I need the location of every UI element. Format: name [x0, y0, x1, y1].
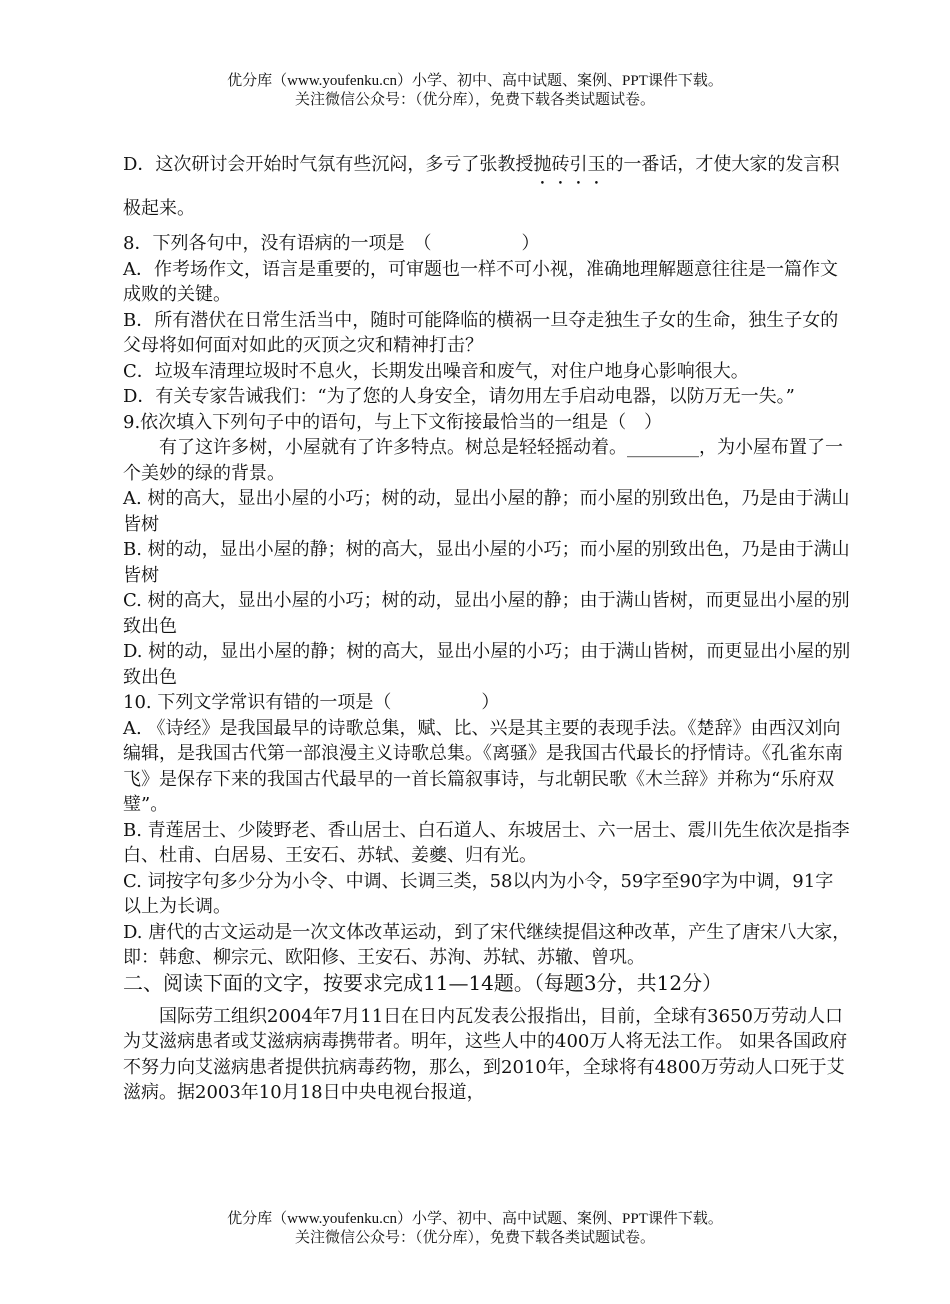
- reading-passage: 国际劳工组织2004年7月11日在日内瓦发表公报指出，目前，全球有3650万劳动人口为艾滋病患者或艾滋病病毒携带者。明年，这些人中的400万人将无法工作。 如果各国政府不努力向艾滋病患者提供抗病毒药物，那么，到2010年，全球将有4800万劳动人口死于艾滋病。据2003年10月18日中央电视台报道，: [123, 1005, 848, 1103]
- q9-option-c: C. 树的高大，显出小屋的小巧；树的动，显出小屋的静；由于满山皆树，而更显出小屋的别致出色: [123, 590, 850, 637]
- q9-option-a: A. 树的高大，显出小屋的小巧；树的动，显出小屋的静；而小屋的别致出色，乃是由于满山皆树: [123, 488, 850, 535]
- emphasis-char: 引: [569, 154, 588, 175]
- q10-option-d: D. 唐代的古文运动是一次文体改革运动，到了宋代继续提倡这种改革，产生了唐宋八大家，即：韩愈、柳宗元、欧阳修、王安石、苏洵、苏轼、苏辙、曾巩。: [123, 921, 851, 968]
- q8-option-a: A．作考场作文，语言是重要的，可审题也一样不可小视，准确地理解题意往往是一篇作文成败的关键。: [123, 258, 838, 305]
- q8-stem: 8．下列各句中，没有语病的一项是 （ ）: [123, 233, 540, 254]
- emphasis-char: 抛: [533, 154, 552, 175]
- emphasis-char: 砖: [551, 154, 570, 175]
- q7-option-d: [123, 143, 851, 231]
- page-content: [123, 143, 851, 1106]
- page-header: [0, 72, 950, 110]
- q9-stem: 9.依次填入下列句子中的语句，与上下文衔接最恰当的一组是（ ）: [123, 411, 663, 433]
- q10-option-b: B. 青莲居士、少陵野老、香山居士、白石道人、东坡居士、六一居士、震川先生依次是指李白、杜甫、白居易、王安石、苏轼、姜夔、归有光。: [123, 819, 850, 866]
- q9-option-b: B. 树的动，显出小屋的静；树的高大，显出小屋的小巧；而小屋的别致出色，乃是由于满山皆树: [123, 539, 850, 586]
- page-footer: [0, 1210, 950, 1248]
- q7d-text-before: D．这次研讨会开始时气氛有些沉闷，多亏了张教授: [123, 154, 534, 175]
- q8-option-d: D．有关专家告诫我们：“为了您的人身安全，请勿用左手启动电器，以防万无一失。”: [123, 386, 795, 407]
- header-line-2: 关注微信公众号：（优分库），免费下载各类试题试卷。: [294, 92, 655, 108]
- q7d-text-after: 的一番话，才使大家的发言积极起来。: [123, 154, 840, 219]
- q8-option-c: C．垃圾车清理垃圾时不息火，长期发出噪音和废气，对住户地身心影响很大。: [123, 360, 749, 382]
- footer-line-2: 关注微信公众号：（优分库），免费下载各类试题试卷。: [294, 1230, 655, 1246]
- q10-option-c: C. 词按字句多少分为小令、中调、长调三类，58以内为小令，59字至90字为中调，91字以上为长调。: [123, 870, 834, 917]
- header-line-1: 优分库（www.youfenku.cn）小学、初中、高中试题、案例、PPT课件下载。: [227, 73, 723, 89]
- q8-option-b: B．所有潜伏在日常生活当中，随时可能降临的横祸一旦夺走独生子女的生命，独生子女的父母将如何面对如此的灭顶之灾和精神打击？: [123, 309, 839, 356]
- q9-option-d: D. 树的动，显出小屋的静；树的高大，显出小屋的小巧；由于满山皆树，而更显出小屋的别致出色: [123, 641, 851, 688]
- q10-option-a: A. 《诗经》是我国最早的诗歌总集，赋、比、兴是其主要的表现手法。《楚辞》由西汉刘向编辑，是我国古代第一部浪漫主义诗歌总集。《离骚》是我国古代最长的抒情诗。《孔雀东南飞》是保存下来的我国古代最早的一首长篇叙事诗，与北朝民歌《木兰辞》并称为“乐府双璧”。: [123, 717, 843, 815]
- footer-line-1: 优分库（www.youfenku.cn）小学、初中、高中试题、案例、PPT课件下载。: [227, 1211, 723, 1227]
- q10-stem: 10. 下列文学常识有错的一项是（ ）: [123, 692, 500, 713]
- q9-passage: 有了这许多树，小屋就有了许多特点。树总是轻轻摇动着。________，为小屋布置了一个美妙的绿的背景。: [123, 437, 843, 484]
- emphasis-char: 玉: [587, 154, 606, 175]
- section-heading: 二、阅读下面的文字，按要求完成11—14题。（每题3分，共12分）: [123, 970, 723, 995]
